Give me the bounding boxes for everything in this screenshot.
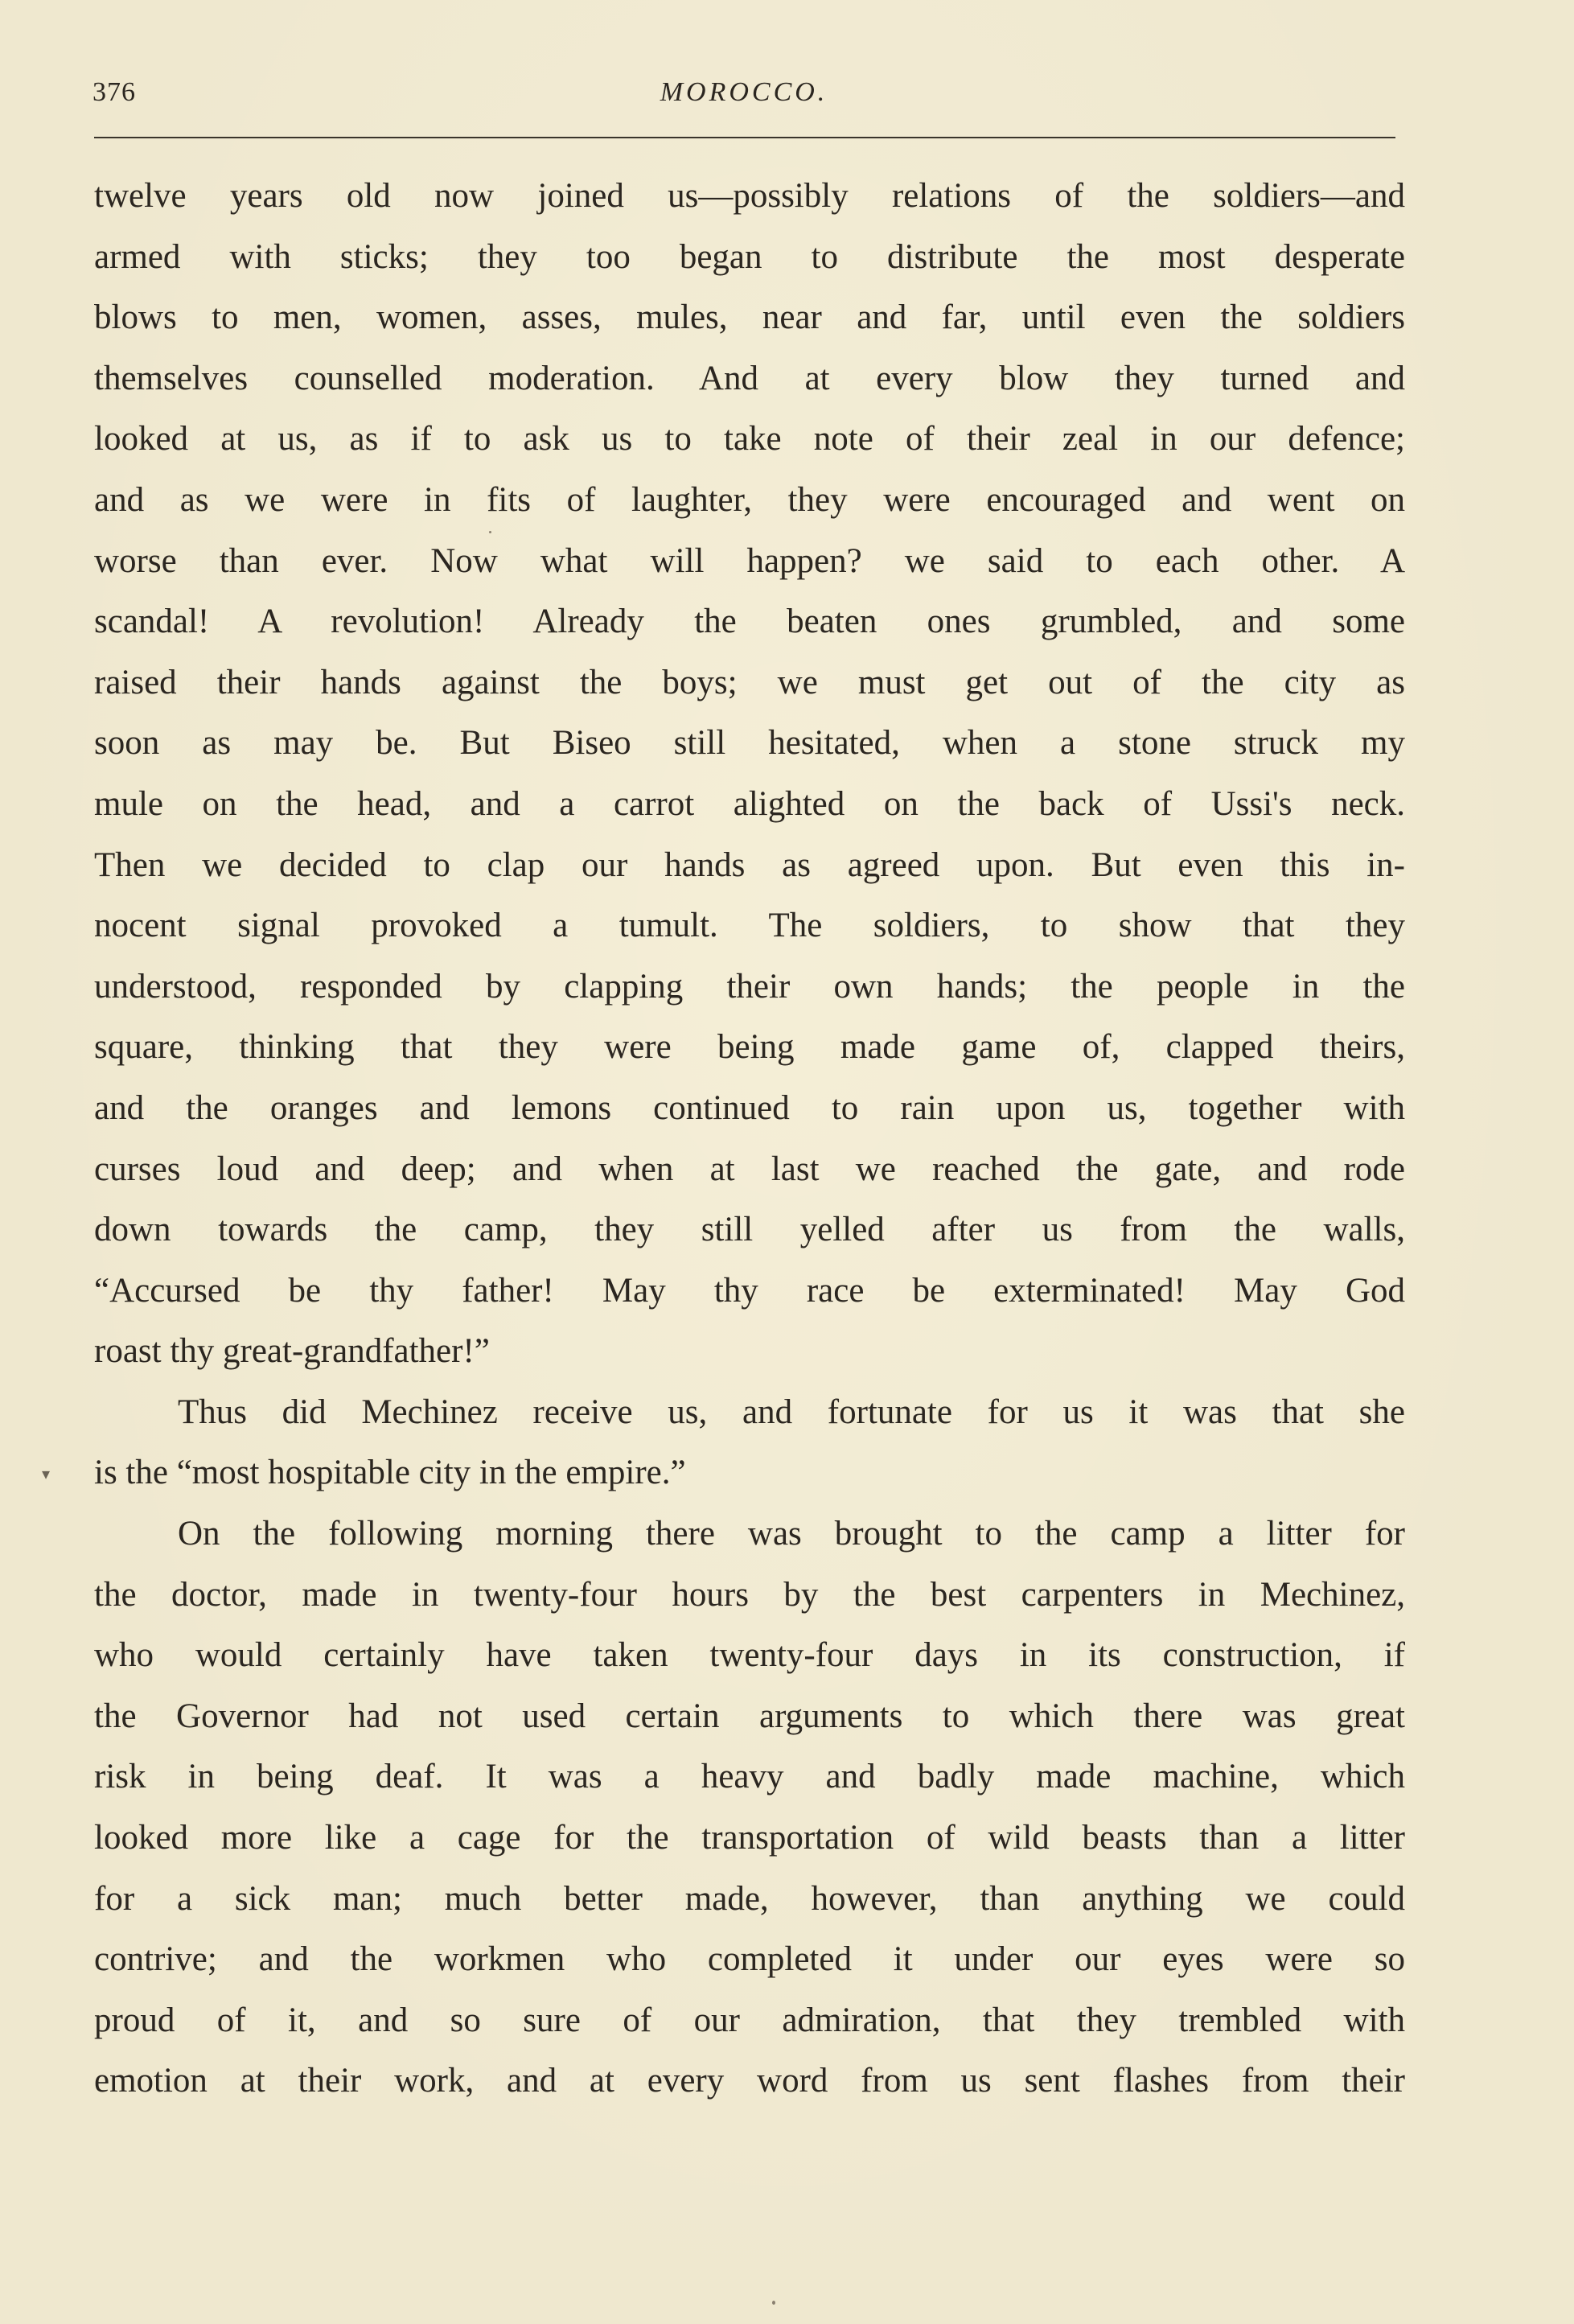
text-line: soon as may be. But Biseo still hesitated, when a stone struck my (94, 724, 1405, 763)
text-line: blows to men, women, asses, mules, near and far, until even the soldiers (94, 298, 1405, 337)
paper-speck (772, 2301, 775, 2305)
text-line: mule on the head, and a carrot alighted on the back of Ussi's neck. (94, 784, 1405, 823)
body-text (94, 166, 1405, 2112)
text-line: nocent signal provoked a tumult. The soldiers, to show that they (94, 907, 1405, 945)
text-line: Then we decided to clap our hands as agreed upon. But even this in- (94, 845, 1405, 884)
text-line: Thus did Mechinez receive us, and fortunate for us it was that she (178, 1392, 1405, 1431)
text-line: On the following morning there was brought to the camp a litter for (178, 1515, 1405, 1553)
margin-mark: ▾ (42, 1464, 51, 1483)
text-line: curses loud and deep; and when at last we reached the gate, and rode (94, 1150, 1405, 1188)
text-line: contrive; and the workmen who completed it under our eyes were so (94, 1940, 1405, 1979)
text-line: looked at us, as if to ask us to take note of their zeal in our defence; (94, 420, 1405, 459)
text-line: down towards the camp, they still yelled after us from the walls, (94, 1211, 1405, 1249)
text-line: who would certainly have taken twenty-four days in its construction, if (94, 1636, 1405, 1675)
text-line: “Accursed be thy father! May thy race be exterminated! May God (94, 1271, 1405, 1310)
page-header (92, 77, 1395, 125)
text-line: scandal! A revolution! Already the beaten ones grumbled, and some (94, 603, 1405, 641)
text-line: twelve years old now joined us—possibly relations of the soldiers—and (94, 177, 1405, 215)
text-line: proud of it, and so sure of our admiration, that they trembled with (94, 2001, 1405, 2039)
text-line: risk in being deaf. It was a heavy and badly made machine, which (94, 1758, 1405, 1796)
text-line: roast thy great-grandfather!” (94, 1332, 490, 1371)
page-number: 376 (92, 77, 136, 107)
text-line: and the oranges and lemons continued to rain upon us, together with (94, 1088, 1405, 1127)
text-line: the Governor had not used certain arguments to which there was great (94, 1697, 1405, 1735)
text-line: emotion at their work, and at every word from us sent flashes from their (94, 2062, 1405, 2100)
text-line: understood, responded by clapping their own hands; the people in the (94, 967, 1405, 1006)
text-line: worse than ever. Now what will happen? we said to each other. A (94, 541, 1405, 580)
text-line: the doctor, made in twenty-four hours by the best carpenters in Mechinez, (94, 1575, 1405, 1614)
header-rule (94, 137, 1395, 138)
paper-speck (489, 531, 491, 533)
text-line: square, thinking that they were being made game of, clapped theirs, (94, 1028, 1405, 1067)
text-line: and as we were in fits of laughter, they were encouraged and went on (94, 480, 1405, 519)
text-line: for a sick man; much better made, however, than anything we could (94, 1879, 1405, 1918)
text-line: raised their hands against the boys; we must get out of the city as (94, 663, 1405, 701)
text-line: armed with sticks; they too began to distribute the most desperate (94, 237, 1405, 276)
running-title: MOROCCO. (660, 77, 828, 107)
text-line: themselves counselled moderation. And at every blow they turned and (94, 359, 1405, 397)
text-line: is the “most hospitable city in the empire.” (94, 1454, 686, 1492)
text-line: looked more like a cage for the transportation of wild beasts than a litter (94, 1819, 1405, 1857)
